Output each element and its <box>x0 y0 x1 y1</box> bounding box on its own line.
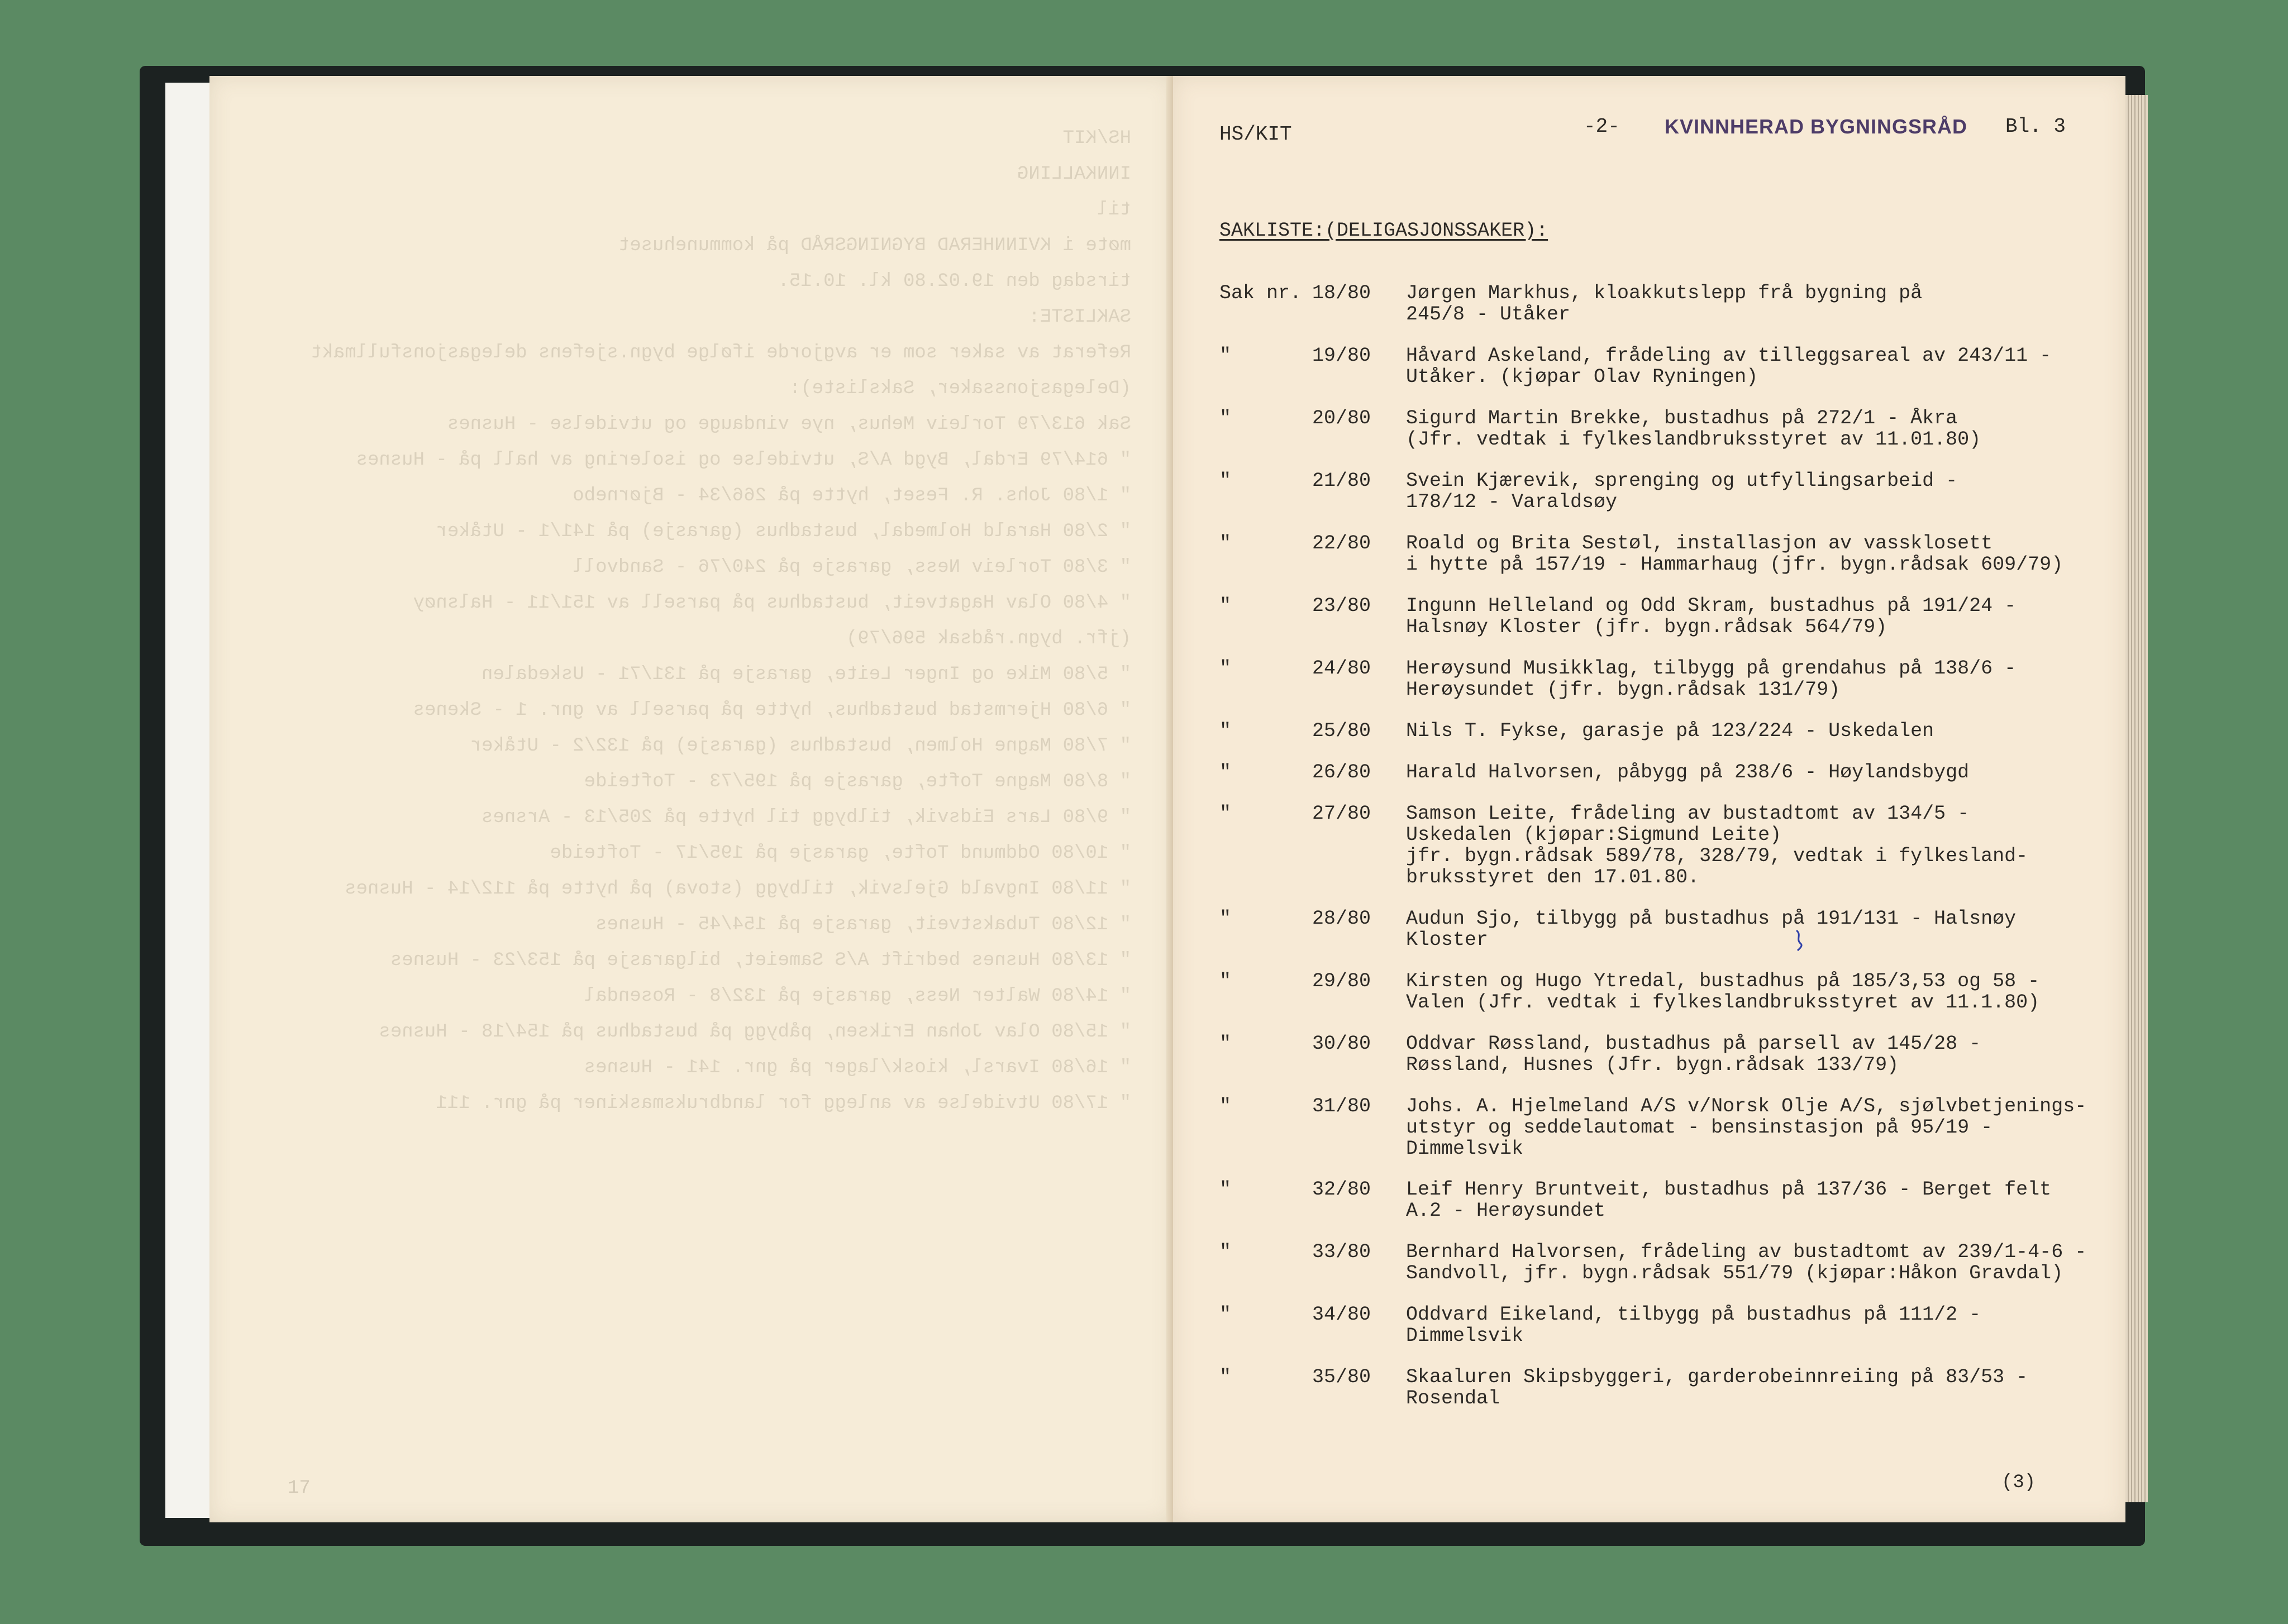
ghost-line: " 15/80 Olav Johan Eriksen, påbygg på bustadhus på 154/18 - Husnes <box>379 1021 1131 1043</box>
case-description: Håvard Askeland, frådeling av tilleggsareal av 243/11 - Utåker. (kjøpar Olav Ryningen) <box>1406 345 2052 388</box>
case-prefix: " <box>1219 1033 1232 1055</box>
pen-mark-icon <box>1794 929 1804 952</box>
case-number: 28/80 <box>1312 907 1371 930</box>
case-number: 20/80 <box>1312 407 1371 429</box>
ghost-line: SAKLISTE: <box>1028 307 1131 328</box>
case-prefix: " <box>1219 1178 1232 1201</box>
case-description: Skaaluren Skipsbyggeri, garderobeinnreiing på 83/53 - Rosendal <box>1406 1366 2028 1410</box>
left-folio: 17 <box>288 1478 311 1499</box>
ghost-line: HS/KIT <box>1062 128 1131 149</box>
case-prefix: " <box>1219 1366 1232 1388</box>
case-number: 25/80 <box>1312 720 1371 742</box>
case-prefix: " <box>1219 803 1232 825</box>
case-number: 30/80 <box>1312 1033 1371 1055</box>
case-number: 26/80 <box>1312 761 1371 784</box>
ghost-line: " 14/80 Walter Ness, garasje på 132/8 - Rosendal <box>584 986 1131 1007</box>
case-description: Oddvard Eikeland, tilbygg på bustadhus på 111/2 - Dimmelsvik <box>1406 1303 1981 1347</box>
case-description: Johs. A. Hjelmeland A/S v/Norsk Olje A/S, sjølvbetjenings- utstyr og seddelautomat - bensinstasjon på 95/19 - Dimmelsvik <box>1406 1095 2087 1160</box>
ghost-line: (Delegasjonssaker, Saksliste): <box>789 378 1131 399</box>
case-number: 34/80 <box>1312 1303 1371 1326</box>
case-prefix: " <box>1219 907 1232 930</box>
ghost-line: " 3/80 Torleiv Ness, garasje på 240/76 - Sandvoll <box>573 557 1131 578</box>
ghost-line: " 7/80 Magne Holmen, bustadhus (garasje) på 132/2 - Utåker <box>470 735 1131 757</box>
header-code: HS/KIT <box>1219 123 1292 146</box>
bleed-through-text <box>293 121 1131 1121</box>
case-prefix: " <box>1219 532 1232 555</box>
case-prefix: " <box>1219 761 1232 784</box>
case-description: Kirsten og Hugo Ytredal, bustadhus på 185/3,53 og 58 - Valen (Jfr. vedtak i fylkeslandbruksstyret av 11.1.80) <box>1406 970 2040 1014</box>
case-prefix: " <box>1219 1303 1232 1326</box>
ghost-line: " 1/80 Johs. R. Feset, hytte på 266/34 - Bjørnebo <box>573 485 1131 507</box>
right-page <box>1173 76 2125 1522</box>
case-prefix: " <box>1219 345 1232 367</box>
ghost-line: " 16/80 Ivarsl, kiosk/lager på gnr. 141 - Husnes <box>584 1057 1131 1078</box>
case-description: Oddvar Røssland, bustadhus på parsell av 145/28 - Røssland, Husnes (Jfr. bygn.rådsak 133/79) <box>1406 1033 1981 1076</box>
section-title: SAKLISTE:(DELIGASJONSSAKER): <box>1219 219 1548 242</box>
case-prefix: " <box>1219 1241 1232 1263</box>
ghost-line: INNKALLING <box>1017 164 1131 185</box>
ghost-line: tirsdag den 19.02.80 kl. 10.15. <box>778 271 1131 292</box>
case-description: Nils T. Fykse, garasje på 123/224 - Uskedalen <box>1406 720 1934 742</box>
case-number: 35/80 <box>1312 1366 1371 1388</box>
case-number: 21/80 <box>1312 470 1371 492</box>
case-prefix: " <box>1219 970 1232 992</box>
ghost-line: (jfr. bygn.rådsak 596/79) <box>846 628 1131 649</box>
case-prefix: " <box>1219 1095 1232 1117</box>
case-number: 22/80 <box>1312 532 1371 555</box>
ghost-line: " 614/79 Erdal, Bygd A/S, utvidelse og isolering av hall på - Husnes <box>356 450 1131 471</box>
case-description: Leif Henry Bruntveit, bustadhus på 137/36 - Berget felt A.2 - Herøysundet <box>1406 1178 2052 1222</box>
case-number: 27/80 <box>1312 803 1371 825</box>
header-stamp-title: KVINNHERAD BYGNINGSRÅD <box>1665 115 1968 138</box>
ghost-line: til <box>1097 199 1131 221</box>
ghost-line: " 8/80 Magne Tofte, garasje på 195/73 - Tofteide <box>584 771 1131 792</box>
page-footer: (3) <box>2001 1472 2036 1493</box>
left-page <box>209 76 1173 1522</box>
case-description: Herøysund Musikklag, tilbygg på grendahus på 138/6 - Herøysundet (jfr. bygn.rådsak 131/79) <box>1406 657 2017 701</box>
ghost-line: " 2/80 Harald Holmedal, bustadhus (garasje) på 141/1 - Utåker <box>436 521 1131 542</box>
ghost-line: " 6/80 Hjermstad bustadhus, hytte på parsell av gnr. 1 - Skenes <box>413 700 1131 721</box>
case-number: 32/80 <box>1312 1178 1371 1201</box>
case-prefix: " <box>1219 720 1232 742</box>
page-edges <box>2125 95 2148 1502</box>
case-description: Svein Kjærevik, sprenging og utfyllingsarbeid - 178/12 - Varaldsøy <box>1406 470 1958 513</box>
header-page-number: -2- <box>1584 115 1620 138</box>
case-number: 29/80 <box>1312 970 1371 992</box>
case-number: 24/80 <box>1312 657 1371 680</box>
ghost-line: Referat av saker som er avgjorde ifølge bygn.sjefens delegasjonsfullmakt <box>310 342 1131 364</box>
case-prefix: " <box>1219 470 1232 492</box>
case-prefix: " <box>1219 657 1232 680</box>
case-description: Audun Sjo, tilbygg på bustadhus på 191/131 - Halsnøy Kloster <box>1406 907 2017 951</box>
ghost-line: " 4/80 Olav Hagatveit, bustadhus på parsell av 151/11 - Halsnøy <box>413 593 1131 614</box>
header-sheet-number: Bl. 3 <box>2005 115 2066 138</box>
case-description: Ingunn Helleland og Odd Skram, bustadhus på 191/24 - Halsnøy Kloster (jfr. bygn.rådsak 564/79) <box>1406 595 2017 638</box>
case-description: Roald og Brita Sestøl, installasjon av vassklosett i hytte på 157/19 - Hammarhaug (jfr. bygn.rådsak 609/79) <box>1406 532 2063 576</box>
case-description: Jørgen Markhus, kloakkutslepp frå bygning på 245/8 - Utåker <box>1406 282 1923 326</box>
case-prefix: " <box>1219 407 1232 429</box>
case-description: Samson Leite, frådeling av bustadtomt av 134/5 - Uskedalen (kjøpar:Sigmund Leite) jfr. bygn.rådsak 589/78, 328/79, vedtak i fylkesland- bruksstyret den 17.01.80. <box>1406 803 2028 889</box>
ghost-line: " 13/80 Husnes bedrift A/S Sameiet, bilgarasje på 153/23 - Husnes <box>390 950 1131 971</box>
case-number: 18/80 <box>1312 282 1371 304</box>
case-number: 33/80 <box>1312 1241 1371 1263</box>
ghost-line: " 5/80 Mike og Inger Leite, garasje på 131/71 - Uskedalen <box>482 664 1131 685</box>
ghost-line: " 12/80 Tubakstveit, garasje på 154/45 - Husnes <box>595 914 1131 935</box>
case-prefix: " <box>1219 595 1232 617</box>
case-number: 31/80 <box>1312 1095 1371 1117</box>
ghost-line: møte i KVINNHERAD BYGNINGSRÅD på kommunehuset <box>618 235 1131 256</box>
ghost-line: " 11/80 Ingvald Gjelsvik, tilbygg (stova) på hytte på 112/14 - Husnes <box>345 878 1131 900</box>
case-description: Harald Halvorsen, påbygg på 238/6 - Høylandsbygd <box>1406 761 1970 784</box>
ghost-line: " 10/80 Oddmund Tofte, garasje på 195/17 - Tofteide <box>550 843 1131 864</box>
ghost-line: Sak 613/79 Torleiv Mehus, nye vindauge og utvidelse - Husnes <box>447 414 1131 435</box>
ghost-line: " 17/80 Utvidelse av anlegg for landbruksmaskiner på gnr. 111 <box>436 1093 1131 1114</box>
ghost-line: " 9/80 Lars Eidsvik, tilbygg til hytte på 205/13 - Arsnes <box>482 807 1131 828</box>
case-description: Bernhard Halvorsen, frådeling av bustadtomt av 239/1-4-6 - Sandvoll, jfr. bygn.rådsak 551/79 (kjøpar:Håkon Gravdal) <box>1406 1241 2087 1284</box>
case-prefix: Sak nr. <box>1219 282 1302 304</box>
case-number: 19/80 <box>1312 345 1371 367</box>
case-number: 23/80 <box>1312 595 1371 617</box>
case-description: Sigurd Martin Brekke, bustadhus på 272/1 - Åkra (Jfr. vedtak i fylkeslandbruksstyret av 11.01.80) <box>1406 407 1981 451</box>
